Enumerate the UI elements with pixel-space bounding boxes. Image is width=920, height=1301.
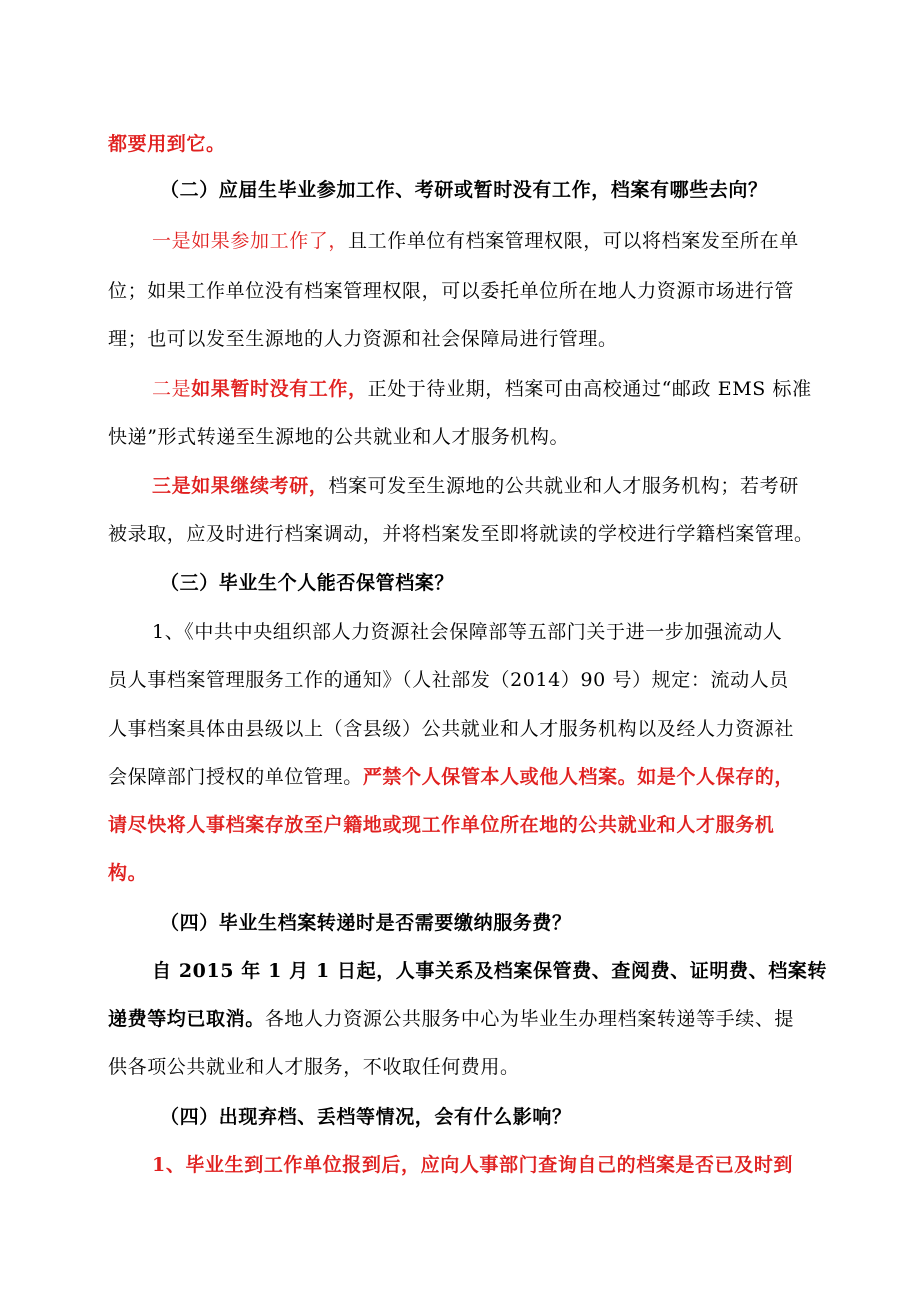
highlight-text: 一是如果参加工作了， [152,230,349,252]
paragraph-line: 自 2015 年 1 月 1 日起，人事关系及档案保管费、查阅费、证明费、档案转 [152,960,828,982]
body-text: 档案可发至生源地的公共就业和人才服务机构；若考研 [328,475,799,497]
paragraph-line: 人事档案具体由县级以上（含县级）公共就业和人才服务机构以及经人力资源社 [108,718,795,740]
paragraph-line: 被录取，应及时进行档案调动，并将档案发至即将就读的学校进行学籍档案管理。 [108,523,814,545]
highlight-text: 三是如果继续考研， [152,475,329,497]
paragraph-line [108,764,794,790]
paragraph-line: 构。 [108,862,148,884]
paragraph-line: 1、毕业生到工作单位报到后，应向人事部门查询自己的档案是否已及时到 [152,1154,794,1176]
body-text: 正处于待业期，档案可由高校通过“邮政 EMS 标准 [367,378,812,400]
body-text: 会保障部门授权的单位管理。 [108,766,363,788]
section-heading-2: （二）应届生毕业参加工作、考研或暂时没有工作，档案有哪些去向？ [160,179,768,201]
highlight-text: 二是 [152,378,192,400]
paragraph-line: 快递”形式转递至生源地的公共就业和人才服务机构。 [108,426,570,448]
section-heading-3: （三）毕业生个人能否保管档案？ [160,572,455,594]
body-text: 各地人力资源公共服务中心为毕业生办理档案转递等手续、提 [264,1008,795,1030]
highlight-text: 如果暂时没有工作， [191,378,368,400]
paragraph-line: 请尽快将人事档案存放至户籍地或现工作单位所在地的公共就业和人才服务机 [108,814,775,836]
paragraph-line [108,1006,794,1032]
paragraph-line [152,228,799,254]
section-heading-4a: （四）毕业生档案转递时是否需要缴纳服务费？ [160,912,572,934]
paragraph-line: 供各项公共就业和人才服务，不收取任何费用。 [108,1056,520,1078]
paragraph-line [152,376,812,402]
paragraph-line: 理；也可以发至生源地的人力资源和社会保障局进行管理。 [108,328,618,350]
paragraph-line [152,473,799,499]
body-text: 且工作单位有档案管理权限，可以将档案发至所在单 [348,230,799,252]
section-heading-4b: （四）出现弃档、丢档等情况，会有什么影响？ [160,1106,572,1128]
paragraph-line: 员人事档案管理服务工作的通知》（人社部发（2014）90 号）规定：流动人员 [108,669,789,691]
paragraph-line: 1、《中共中央组织部人力资源社会保障部等五部门关于进一步加强流动人 [152,621,783,643]
paragraph-line: 位；如果工作单位没有档案管理权限，可以委托单位所在地人力资源市场进行管 [108,280,795,302]
bold-text: 递费等均已取消。 [108,1008,265,1030]
paragraph-line: 都要用到它。 [108,133,226,155]
highlight-text: 严禁个人保管本人或他人档案。如是个人保存的， [362,766,795,788]
